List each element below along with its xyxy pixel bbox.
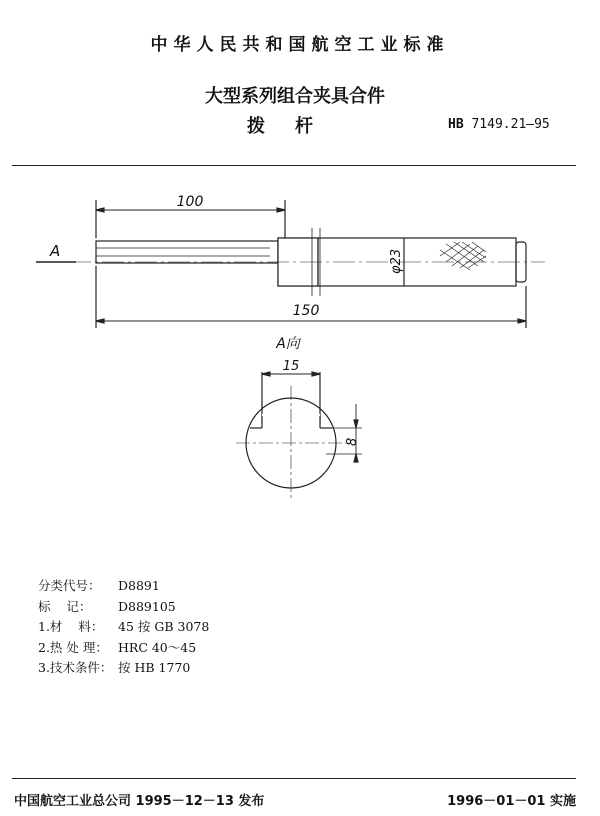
spec-info-block — [38, 576, 209, 679]
standard-code-prefix: HB — [448, 117, 464, 132]
spec-value: 按 HB 1770 — [118, 660, 191, 675]
shaft-thin-section — [96, 241, 278, 263]
spec-row — [38, 597, 209, 618]
dim-arrow — [96, 208, 104, 212]
dim-label-8: 8 — [345, 437, 360, 446]
dim-arrow — [277, 208, 285, 212]
dim-label-100: 100 — [176, 194, 204, 210]
dim-label-150: 150 — [292, 303, 320, 319]
dim-arrow — [262, 372, 270, 376]
dim-arrow — [354, 454, 358, 462]
spec-label: 2.热 处 理： — [38, 639, 108, 655]
standard-body-title: 中华人民共和国航空工业标准 — [150, 35, 450, 55]
spec-label: 标 记： — [38, 598, 92, 614]
header-divider — [12, 165, 576, 166]
spec-label: 3.技术条件： — [38, 660, 113, 675]
spec-row — [38, 576, 209, 597]
spec-value: D8891 — [118, 578, 160, 593]
spec-value: 45 按 GB 3078 — [118, 619, 210, 634]
view-marker-label: A — [50, 242, 61, 260]
spec-row — [38, 617, 209, 638]
spec-value: D889105 — [118, 598, 176, 614]
section-view-label: A向 — [276, 336, 300, 352]
standard-code — [448, 117, 550, 132]
spec-label: 分类代号： — [38, 578, 101, 593]
diameter-label: φ23 — [389, 248, 404, 274]
footer-divider — [12, 778, 576, 779]
effective-date: 1996－01－01 实施 — [447, 794, 576, 809]
issuer-date: 中国航空工业总公司 1995－12－13 发布 — [14, 794, 265, 809]
standard-code-number: 7149.21—95 — [471, 117, 550, 132]
knurl-pattern — [440, 242, 486, 270]
dim-arrow — [312, 372, 320, 376]
dim-arrow — [96, 319, 104, 323]
document-title: 大型系列组合夹具合件 — [205, 86, 385, 107]
dim-arrow — [518, 319, 526, 323]
spec-label: 1.材 料： — [38, 619, 104, 634]
dim-arrow — [354, 420, 358, 428]
dim-label-15: 15 — [282, 359, 300, 374]
spec-value: HRC 40～45 — [118, 639, 197, 655]
document-subtitle: 拨杆 — [247, 116, 343, 137]
spec-row — [38, 638, 209, 659]
spec-row — [38, 658, 209, 679]
technical-drawing — [0, 178, 600, 498]
